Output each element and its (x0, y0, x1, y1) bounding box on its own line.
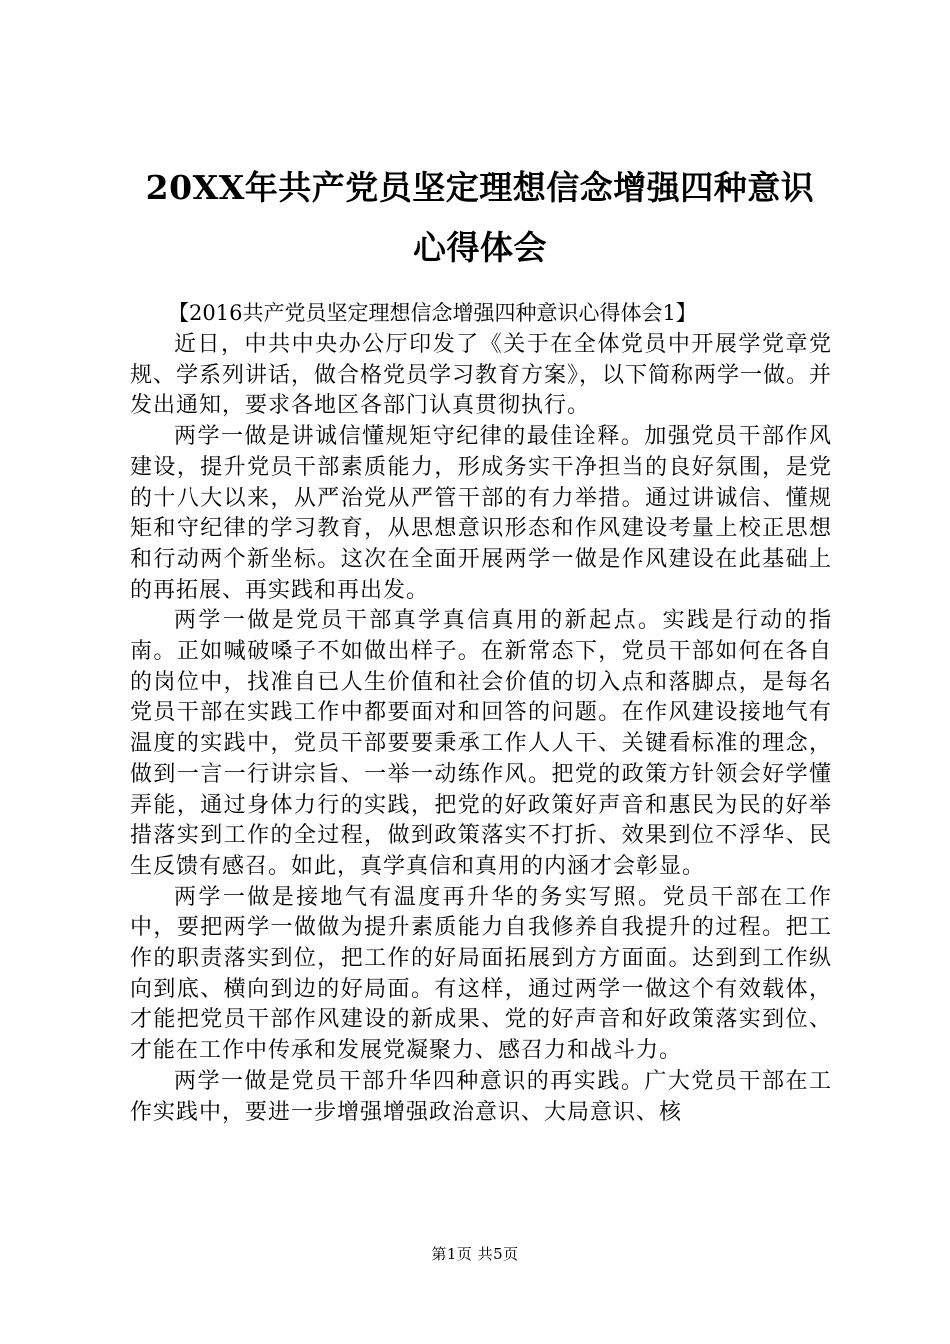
paragraph: 两学一做是接地气有温度再升华的务实写照。党员干部在工作中，要把两学一做做为提升素质能力自我修养自我提升的过程。把工作的职责落实到位，把工作的好局面拓展到方方面面。达到到工作纵向到底、横向到边的好局面。有这样，通过两学一做这个有效载体，才能把党员干部作风建设的新成果、党的好声音和好政策落实到位、才能在工作中传承和发展党凝聚力、感召力和战斗力。 (130, 884, 832, 1064)
paragraph: 两学一做是党员干部升华四种意识的再实践。广大党员干部在工作实践中，要进一步增强增强政治意识、大局意识、核 (130, 1068, 832, 1125)
paragraph: 近日，中共中央办公厅印发了《关于在全体党员中开展学党章党规、学系列讲话，做合格党员学习教育方案》，以下简称两学一做。并发出通知，要求各地区各部门认真贯彻执行。 (130, 332, 833, 419)
document-body (130, 330, 832, 1128)
section-subheading: 【2016共产党员坚定理想信念增强四种意识心得体会1】 (168, 301, 697, 325)
paragraph: 两学一做是讲诚信懂规矩守纪律的最佳诠释。加强党员干部作风建设，提升党员干部素质能力，形成务实干净担当的良好氛围，是党的十八大以来，从严治党从严管干部的有力举措。通过讲诚信、懂规矩和守纪律的学习教育，从思想意识形态和作风建设考量上校正思想和行动两个新坐标。这次在全面开展两学一做是作风建设在此基础上的再拓展、再实践和再出发。 (130, 424, 832, 603)
document-title: 20XX年共产党员坚定理想信念增强四种意识心得体会 (145, 168, 815, 267)
paragraph: 两学一做是党员干部真学真信真用的新起点。实践是行动的指南。正如喊破嗓子不如做出样子。在新常态下，党员干部如何在各自的岗位中，找准自已人生价值和社会价值的切入点和落脚点，是每名党员干部在实践工作中都要面对和回答的问题。在作风建设接地气有温度的实践中，党员干部要要秉承工作人人干、关键看标准的理念，做到一言一行讲宗旨、一举一动练作风。把党的政策方针领会好学懂弄能，通过身体力行的实践，把党的好政策好声音和惠民为民的好举措落实到工作的全过程，做到政策落实不打折、效果到位不浮华、民生反馈有感召。如此，真学真信和真用的内涵才会彰显。 (130, 608, 832, 879)
page-number-footer: 第1页 共5页 (431, 1245, 519, 1263)
